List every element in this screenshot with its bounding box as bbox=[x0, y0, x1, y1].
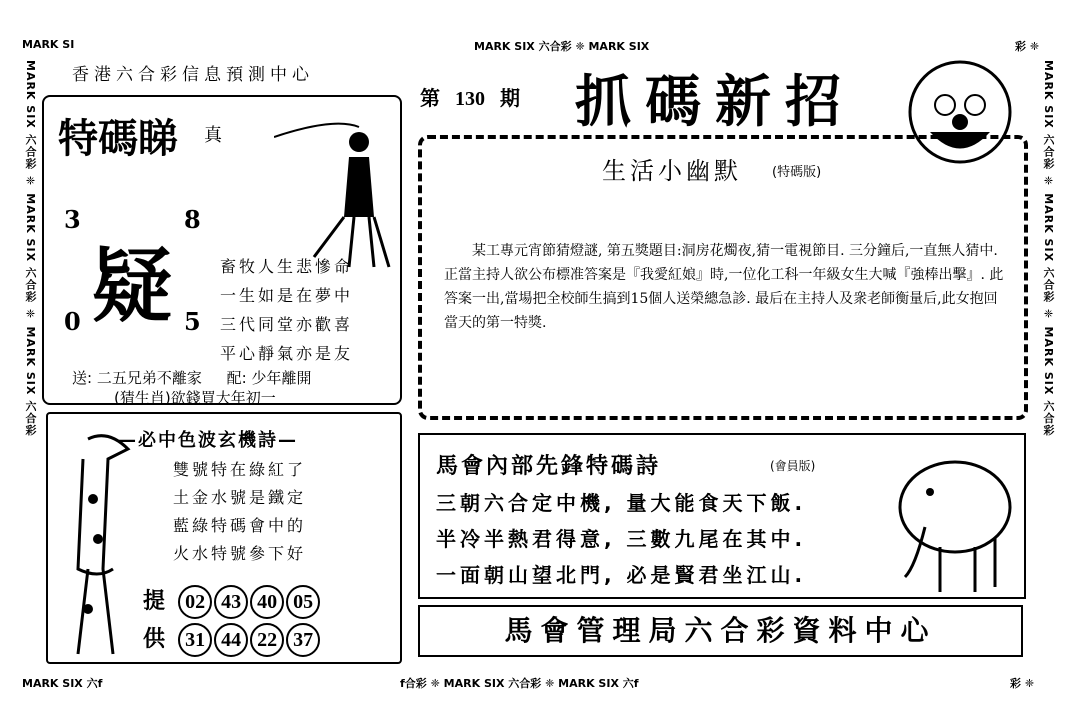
footer-banner bbox=[418, 605, 1023, 657]
strip-bottom-left: MARK SIX 六f bbox=[22, 677, 103, 690]
humor-title: 生活小幽默 bbox=[602, 157, 742, 185]
tema-box bbox=[42, 95, 402, 405]
poem-line: 土金水號是鐵定 bbox=[173, 488, 307, 507]
tema-title: 特碼睇 bbox=[58, 116, 178, 162]
numbers-row-1 bbox=[143, 584, 322, 619]
number-ball: 31 bbox=[178, 623, 212, 657]
elephant-illustration-icon bbox=[875, 437, 1025, 597]
row-label: 供 bbox=[143, 627, 166, 652]
issue-suffix: 期 bbox=[499, 86, 520, 110]
main-title: 抓碼新招 bbox=[575, 70, 855, 135]
poem-line: 一面朝山望北門, 必是賢君坐江山. bbox=[436, 563, 807, 587]
issue-prefix: 第 bbox=[420, 86, 440, 110]
number-ball: 22 bbox=[250, 623, 284, 657]
strip-bottom-center: f合彩 ❈ MARK SIX 六合彩 ❈ MARK SIX 六f bbox=[400, 677, 639, 690]
issue-label bbox=[420, 82, 520, 111]
strip-left: MARK SIX 六合彩 ❈ MARK SIX 六合彩 ❈ MARK SIX 六合彩 bbox=[24, 60, 37, 437]
number-ball: 43 bbox=[214, 585, 248, 619]
number-top-left: 3 bbox=[64, 205, 81, 234]
strip-top-left: MARK SI bbox=[22, 38, 75, 51]
humor-text: 某工專元宵節猜燈謎, 第五獎題目:洞房花燭夜,猜一電視節目. 三分鐘后,一直無人猜中.正當主持人欲公布標准答案是『我愛紅娘』時,一位化工科一年級女生大喊『強棒出擊』. 此答案一出,當場把全校師生搞到15個人送榮總急診. 最后在主持人及衆老師衡量后,此女抱回當天的第一特獎. bbox=[444, 243, 1004, 331]
strip-right: MARK SIX 六合彩 ❈ MARK SIX 六合彩 ❈ MARK SIX 六合彩 bbox=[1042, 60, 1055, 437]
gift-label: 送: bbox=[72, 369, 93, 387]
riddle-text: (猜生肖)欲錢買大年初一 bbox=[114, 389, 276, 407]
poem-line: 畜牧人生悲慘命 bbox=[220, 257, 354, 276]
strip-top-right: 彩 ❈ bbox=[1015, 40, 1040, 53]
vanguard-title: 馬會內部先鋒特碼詩 bbox=[436, 454, 662, 479]
wave-box bbox=[46, 412, 402, 664]
pair-text: 少年離開 bbox=[251, 369, 312, 387]
tema-subtitle: 真 bbox=[204, 125, 222, 146]
number-ball: 44 bbox=[214, 623, 248, 657]
wave-title: —必中色波玄機詩— bbox=[118, 430, 298, 451]
number-ball: 05 bbox=[286, 585, 320, 619]
number-bottom-left: 0 bbox=[64, 307, 81, 336]
pair-label: 配: bbox=[226, 369, 247, 387]
vanguard-box bbox=[418, 433, 1026, 599]
giraffe-illustration-icon bbox=[58, 419, 138, 659]
org-title: 香港六合彩信息預測中心 bbox=[72, 65, 314, 85]
number-ball: 40 bbox=[250, 585, 284, 619]
gift-text: 二五兄弟不離家 bbox=[96, 369, 202, 387]
numbers-row-2 bbox=[143, 622, 322, 657]
vanguard-poem bbox=[436, 485, 806, 593]
number-top-right: 8 bbox=[184, 205, 201, 234]
poem-line: 三朝六合定中機, 量大能食天下飯. bbox=[436, 491, 807, 515]
poem-line: 半冷半熱君得意, 三數九尾在其中. bbox=[436, 527, 807, 551]
poem-line: 雙號特在綠紅了 bbox=[173, 460, 307, 479]
humor-tag: (特碼版) bbox=[772, 165, 822, 180]
riddle-char: 疑 bbox=[92, 240, 172, 333]
row-label: 提 bbox=[143, 589, 166, 614]
strip-top-center: MARK SIX 六合彩 ❈ MARK SIX bbox=[474, 40, 650, 53]
poem-line: 三代同堂亦歡喜 bbox=[220, 315, 354, 334]
poem-line: 藍綠特碼會中的 bbox=[173, 516, 307, 535]
strip-bottom-right: 彩 ❈ bbox=[1010, 677, 1035, 690]
wave-poem bbox=[173, 456, 306, 568]
tema-poem bbox=[220, 252, 353, 368]
footer-text: 馬會管理局六合彩資料中心 bbox=[504, 614, 937, 647]
number-bottom-right: 5 bbox=[184, 307, 201, 336]
number-ball: 02 bbox=[178, 585, 212, 619]
poem-line: 火水特號參下好 bbox=[173, 544, 307, 563]
poem-line: 平心靜氣亦是友 bbox=[220, 344, 354, 363]
humor-box bbox=[418, 135, 1028, 420]
issue-number: 130 bbox=[454, 88, 485, 110]
number-ball: 37 bbox=[286, 623, 320, 657]
poem-line: 一生如是在夢中 bbox=[220, 286, 354, 305]
vanguard-tag: (會員版) bbox=[770, 459, 816, 473]
